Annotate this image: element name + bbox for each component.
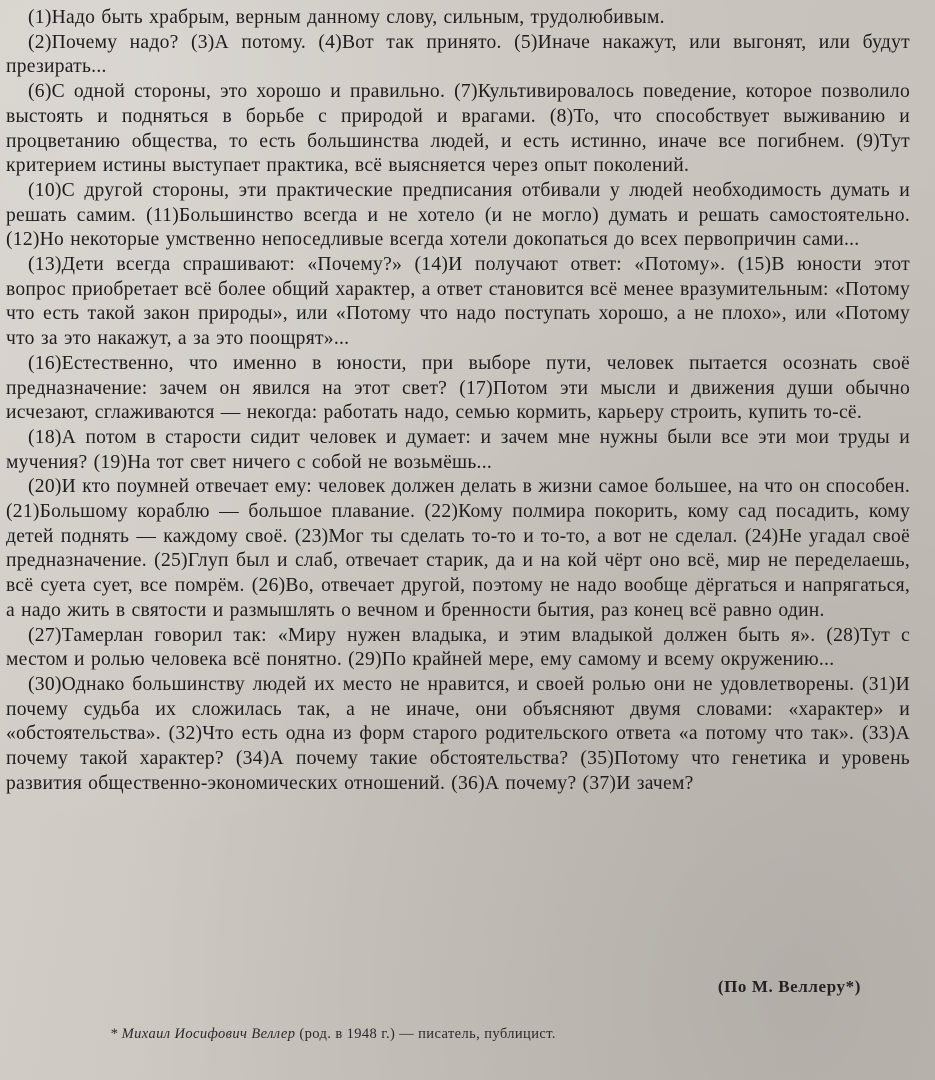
paragraph-5: (13)Дети всегда спрашивают: «Почему?» (14)И получают ответ: «Потому». (15)В юности этот вопрос приобретает всё более общий характер, а ответ становится всё менее вразумительным: «Потому что есть такой закон природы», или «Потому что надо поступать хорошо, а не плохо», или «Потому что за это накажут, а за это поощрят»... [6, 254, 910, 350]
paragraph-9: (27)Тамерлан говорил так: «Миру нужен владыка, и этим владыкой должен быть я». (28)Тут с местом и ролью человека всё понятно. (29)По крайней мере, ему самому и всему окружению... [6, 624, 910, 671]
author-footnote [110, 1026, 556, 1043]
paragraph-4: (10)С другой стороны, эти практические предписания отбивали у людей необходимость думать и решать самим. (11)Большинство всегда и не хотело (и не могло) думать и решать самостоятельно. (12)Но некоторые умственно непоседливые всегда хотели докопаться до всех первопричин сами... [6, 179, 910, 251]
paragraph-2: (2)Почему надо? (3)А потому. (4)Вот так принято. (5)Иначе накажут, или выгонят, или будут презирать... [6, 31, 910, 78]
paragraph-6: (16)Естественно, что именно в юности, при выборе пути, человек пытается осознать своё предназначение: зачем он явился на этот свет? (17)Потом эти мысли и движения души обычно исчезают, сглаживаются — некогда: работать надо, семью кормить, карьеру строить, купить то-сё. [6, 352, 910, 424]
paragraph-1: (1)Надо быть храбрым, верным данному слову, сильным, трудолюбивым. [28, 7, 665, 28]
essay-text [6, 6, 910, 797]
paragraph-8: (20)И кто поумней отвечает ему: человек должен делать в жизни самое большее, на что он способен. (21)Большому кораблю — большое плавание. (22)Кому полмира покорить, кому сад посадить, кому детей поднять — каждому своё. (23)Мог ты сделать то-то и то-то, а вот не сделал. (24)Не угадал своё предназначение. (25)Глуп был и слаб, отвечает старик, да и на кой чёрт оно всё, мир не переделаешь, всё суета сует, все помрём. (26)Во, отвечает другой, поэтому не надо вообще дёргаться и напрягаться, а надо жить в святости и размышлять о вечном и бренности бытия, раз конец всё равно один. [6, 476, 910, 621]
footnote-author-details: (род. в 1948 г.) — писатель, публицист. [295, 1026, 556, 1042]
paragraph-7: (18)А потом в старости сидит человек и думает: и зачем мне нужны были все эти мои труды и мучения? (19)На тот свет ничего с собой не возьмёшь... [6, 426, 910, 473]
paragraph-10: (30)Однако большинству людей их место не нравится, и своей ролью они не удовлетворены. (31)И почему судьба их сложилась так, а не иначе, они объясняют двумя словами: «характер» и «обстоятельства». (32)Что есть одна из форм старого родительского ответа «а потому что так». (33)А почему такой характер? (34)А почему такие обстоятельства? (35)Потому что генетика и уровень развития общественно-экономических отношений. (36)А почему? (37)И зачем? [6, 673, 910, 794]
source-attribution: (По М. Веллеру*) [717, 977, 861, 996]
footnote-author-name: * Михаил Иосифович Веллер [110, 1026, 296, 1042]
paragraph-3: (6)С одной стороны, это хорошо и правильно. (7)Культивировалось поведение, которое позволило выстоять и подняться в борьбе с природой и врагами. (8)То, что способствует выживанию и процветанию общества, то есть большинства людей, и есть истинно, иначе все погибнем. (9)Тут критерием истины выступает практика, всё выясняется через опыт поколений. [6, 81, 910, 177]
